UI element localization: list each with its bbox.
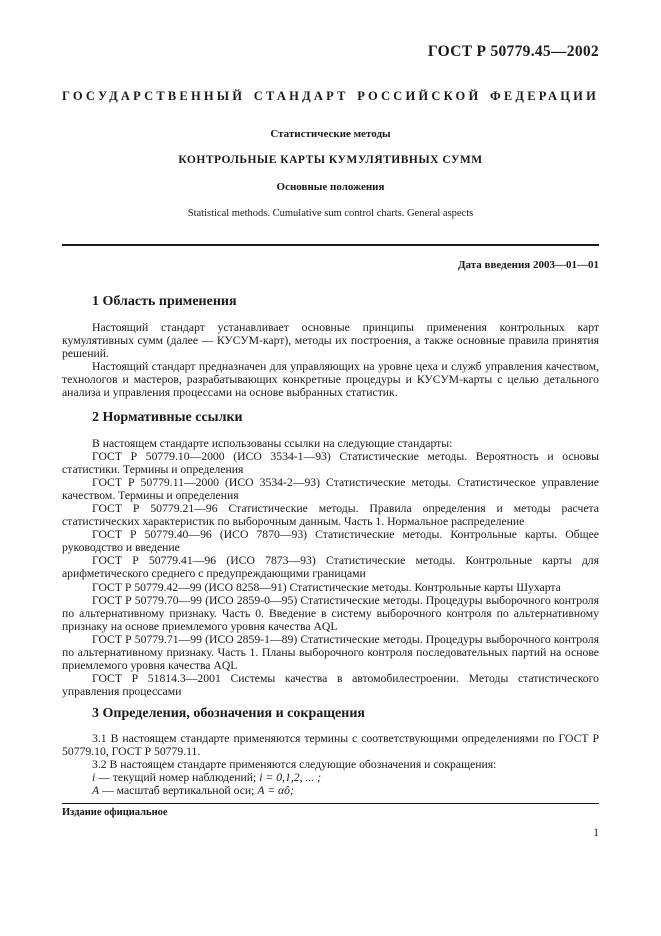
section-3-body — [62, 732, 599, 797]
document-main-title: КОНТРОЛЬНЫЕ КАРТЫ КУМУЛЯТИВНЫХ СУММ — [178, 154, 483, 166]
clause-3-2: 3.2 В настоящем стандарте применяются следующие обозначения и сокращения: — [92, 758, 497, 772]
section-1-heading: 1 Область применения — [92, 294, 237, 309]
normative-reference: ГОСТ Р 50779.40—96 (ИСО 7870—93) Статистические методы. Контрольные карты. Общее руководство и введение — [62, 528, 599, 555]
symbol-i-formula: i = 0,1,2, ... ; — [259, 771, 322, 785]
symbol-i-description: — текущий номер наблюдений; — [95, 771, 260, 785]
footer-divider — [62, 803, 599, 804]
english-title: Statistical methods. Cumulative sum control charts. General aspects — [187, 208, 474, 219]
standard-code: ГОСТ Р 50779.45—2002 — [427, 43, 599, 60]
clause-3-1: 3.1 В настоящем стандарте применяются термины с соответствующими определениями по ГОСТ Р 50779.10, ГОСТ Р 50779.11. — [62, 732, 599, 759]
section-2-intro: В настоящем стандарте использованы ссылки на следующие стандарты: — [92, 437, 453, 450]
title-divider — [62, 244, 599, 246]
section-2-body — [62, 437, 599, 698]
section-3-heading: 3 Определения, обозначения и сокращения — [92, 706, 365, 721]
section-1-paragraph: Настоящий стандарт предназначен для управляющих на уровне цеха и служб управления качеством, технологов и мастеров, разрабатывающих конкретные процедуры и КУСУМ-карты с целью детального анализа и управления процессами на основе выбранных статистик. — [62, 360, 599, 400]
normative-reference: ГОСТ Р 50779.21—96 Статистические методы. Правила определения и методы расчета статистических характеристик по выборочным данным. Часть 1. Нормальное распределение — [62, 502, 599, 529]
normative-reference: ГОСТ Р 51814.3—2001 Системы качества в автомобилестроении. Методы статистического управления процессами — [62, 671, 599, 698]
normative-reference: ГОСТ Р 50779.11—2000 (ИСО 3534-2—93) Статистические методы. Статистическое управление качеством. Термины и определения — [62, 476, 599, 503]
symbol-A-description: — масштаб вертикальной оси; — [99, 784, 258, 798]
official-edition-label: Издание официальное — [62, 807, 168, 818]
section-1-paragraph: Настоящий стандарт устанавливает основные принципы применения контрольных карт кумулятивных сумм (далее — КУСУМ-карт), методы их построения, а также основные правила принятия решений. — [62, 321, 599, 361]
subtitle-basic-provisions: Основные положения — [276, 181, 385, 193]
normative-reference: ГОСТ Р 50779.10—2000 (ИСО 3534-1—93) Статистические методы. Вероятность и основы статистики. Термины и определения — [62, 450, 599, 477]
normative-reference: ГОСТ Р 50779.71—99 (ИСО 2859-1—89) Статистические методы. Процедуры выборочного контроля по альтернативному признаку. Часть 1. Планы выборочного контроля последовательных партий на основе приемлемого уровня качества AQL — [62, 632, 599, 672]
symbol-i: i — [92, 771, 96, 785]
symbol-definition — [62, 784, 599, 797]
symbol-A: A — [92, 784, 100, 798]
symbol-definition — [62, 771, 599, 784]
page-number: 1 — [593, 827, 599, 839]
subtitle-statistical-methods: Статистические методы — [270, 128, 391, 140]
section-2-heading: 2 Нормативные ссылки — [92, 410, 243, 425]
state-standard-title: ГОСУДАРСТВЕННЫЙ СТАНДАРТ РОССИЙСКОЙ ФЕДЕРАЦИИ — [62, 89, 599, 103]
section-1-body — [62, 321, 599, 399]
normative-reference: ГОСТ Р 50779.41—96 (ИСО 7873—93) Статистические методы. Контрольные карты для арифметического среднего с предупреждающими границами — [62, 554, 599, 581]
introduction-date: Дата введения 2003—01—01 — [457, 259, 599, 271]
symbol-A-formula: A = αô; — [257, 784, 294, 798]
normative-reference: ГОСТ Р 50779.70—99 (ИСО 2859-0—95) Статистические методы. Процедуры выборочного контроля по альтернативному признаку. Часть 0. Введение в систему выборочного контроля по альтернативному признаку на основе приемлемого уровня качества AQL — [62, 593, 599, 633]
normative-reference: ГОСТ Р 50779.42—99 (ИСО 8258—91) Статистические методы. Контрольные карты Шухарта — [92, 580, 561, 594]
